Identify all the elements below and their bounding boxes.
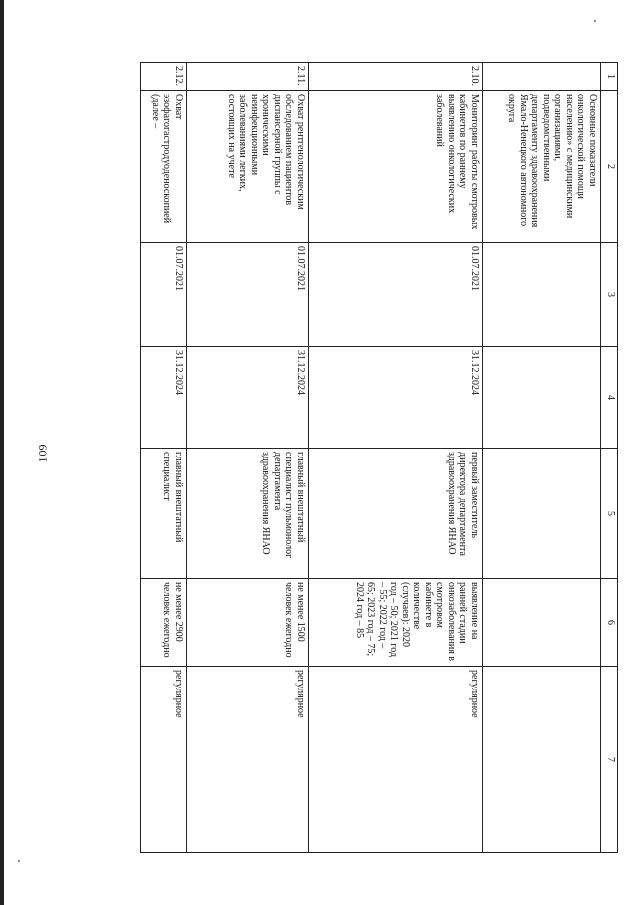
intro-text: Основные показатели онкологической помощи населению» с медицинскими организациями, подведомственными департаменту здравоохранения Ямало-Ненецкого автономного округа xyxy=(483,91,601,243)
table-row xyxy=(483,63,601,853)
row-number: 2.10. xyxy=(309,63,483,91)
header-row xyxy=(601,63,618,853)
row-result: не менее 1500 человек ежегодно xyxy=(187,579,309,667)
row-responsible: первый заместитель директора департамента здравоохранения ЯНАО xyxy=(309,449,483,579)
row-type: регулярное xyxy=(309,667,483,853)
row-end-date: 31.12.2024 xyxy=(141,347,187,449)
row-name: Охват рентгенологическим обследованием пациентов диспансерной группы с хроническими неинфекционными заболеваниями легких, состоящих на учете xyxy=(187,91,309,243)
row-responsible: главный внештатный специалист пульмонолог департамента здравоохранения ЯНАО xyxy=(187,449,309,579)
table-row xyxy=(141,63,187,853)
document-table xyxy=(90,62,618,852)
row-name: Мониторинг работы смотровых кабинетов по раннему выявлению онкологических заболеваний xyxy=(309,91,483,243)
header-cell: 5 xyxy=(601,449,618,579)
row-result: выявление на ранней стадии онкозаболевания в смотровом кабинете в количестве (случаев): 2020 год – 50; 2021 год – 55; 2022 год – 65; 2023 год – 75; 2024 год – 85 xyxy=(309,579,483,667)
scan-mark xyxy=(18,860,20,862)
row-start-date: 01.07.2021 xyxy=(187,243,309,347)
table-cell xyxy=(483,449,601,579)
table-cell xyxy=(483,63,601,91)
header-cell: 7 xyxy=(601,667,618,853)
row-type: регулярное xyxy=(187,667,309,853)
table-cell xyxy=(483,243,601,347)
row-end-date: 31.12.2024 xyxy=(309,347,483,449)
table-cell xyxy=(483,579,601,667)
header-cell: 1 xyxy=(601,63,618,91)
row-result: не менее 2900 человек ежегодно xyxy=(141,579,187,667)
row-name: Охват эзофагогастродуоденоскопией (далее – xyxy=(141,91,187,243)
row-start-date: 01.07.2021 xyxy=(141,243,187,347)
scan-mark xyxy=(594,20,596,22)
table-cell xyxy=(483,667,601,853)
table-row xyxy=(309,63,483,853)
table-row xyxy=(187,63,309,853)
scan-edge xyxy=(0,0,4,905)
header-cell: 3 xyxy=(601,243,618,347)
row-number: 2.11. xyxy=(187,63,309,91)
row-end-date: 31.12.2024 xyxy=(187,347,309,449)
page-number: 109 xyxy=(35,444,50,463)
header-cell: 6 xyxy=(601,579,618,667)
table-cell xyxy=(483,347,601,449)
header-cell: 2 xyxy=(601,91,618,243)
row-responsible: главный внештатный специалист xyxy=(141,449,187,579)
row-type: регулярное xyxy=(141,667,187,853)
row-number: 2.12. xyxy=(141,63,187,91)
row-start-date: 01.07.2021 xyxy=(309,243,483,347)
header-cell: 4 xyxy=(601,347,618,449)
